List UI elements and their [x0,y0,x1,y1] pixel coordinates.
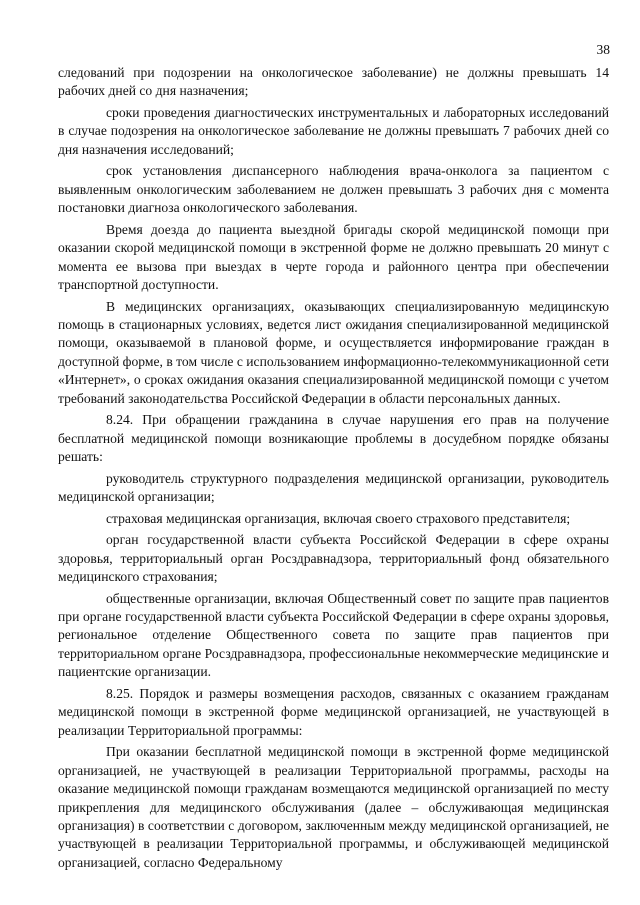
paragraph-3: срок установления диспансерного наблюдения врача-онколога за пациентом с выявленным онкологическим заболеванием не должен превышать 3 рабочих дня с момента постановки диагноза онкологического заболевания. [58,163,609,216]
paragraph-9: орган государственной власти субъекта Российской Федерации в сфере охраны здоровья, территориальный орган Росздравнадзора, территориальный фонд обязательного медицинского страхования; [58,532,609,585]
paragraph-7: руководитель структурного подразделения медицинской организации, руководитель медицинской организации; [58,470,609,505]
paragraph-1: следований при подозрении на онкологическое заболевание) не должны превышать 14 рабочих дней со дня назначения; [58,65,609,99]
paragraph-5: В медицинских организациях, оказывающих специализированную медицинскую помощь в стационарных условиях, ведется лист ожидания специализированной медицинской помощи, оказываемой в плановой форме, и осуществляется информирование граждан в доступной форме, в том числе с использованием информационно-телекоммуникационной сети «Интернет», о сроках ожидания оказания специализированной медицинской помощи с учетом требований законодательства Российской Федерации в области персональных данных. [58,298,609,406]
paragraph-10: общественные организации, включая Общественный совет по защите прав пациентов при органе государственной власти субъекта Российской Федерации в сфере охраны здоровья, региональное отделение Общественного совета по защите прав пациентов при территориальном органе Росздравнадзора, профессиональные некоммерческие медицинские и пациентские организации. [58,590,609,680]
paragraph-4: Время доезда до пациента выездной бригады скорой медицинской помощи при оказании скорой медицинской помощи в экстренной форме не должно превышать 20 минут с момента ее вызова при выездах в черте города и районного центра при обеспечении транспортной доступности. [58,221,609,293]
paragraph-12: При оказании бесплатной медицинской помощи в экстренной форме медицинской организацией, не участвующей в реализации Территориальной программы, расходы на оказание медицинской помощи гражданам возмещаются медицинской организацией по месту прикрепления для медицинского обслуживания (далее – обслуживающая медицинская организация) в соответствии с договором, заключенным между медицинской организацией, не участвующей в реализации Территориальной программы, и обслуживающей медицинской организацией, согласно Федеральному [58,744,609,870]
paragraph-6: 8.24. При обращении гражданина в случае нарушения его прав на получение бесплатной медицинской помощи возникающие проблемы в досудебном порядке обязаны решать: [58,412,609,465]
paragraph-8: страховая медицинская организация, включая своего страхового представителя; [106,510,571,526]
paragraph-11: 8.25. Порядок и размеры возмещения расходов, связанных с оказанием гражданам медицинской помощи в экстренной форме медицинской организацией, не участвующей в реализации Территориальной программы: [58,685,609,738]
paragraph-2: сроки проведения диагностических инструментальных и лабораторных исследований в случае подозрения на онкологическое заболевание не должны превышать 7 рабочих дней со дня назначения исследований; [58,105,609,157]
document-body [58,64,609,872]
page-number: 38 [596,42,610,57]
